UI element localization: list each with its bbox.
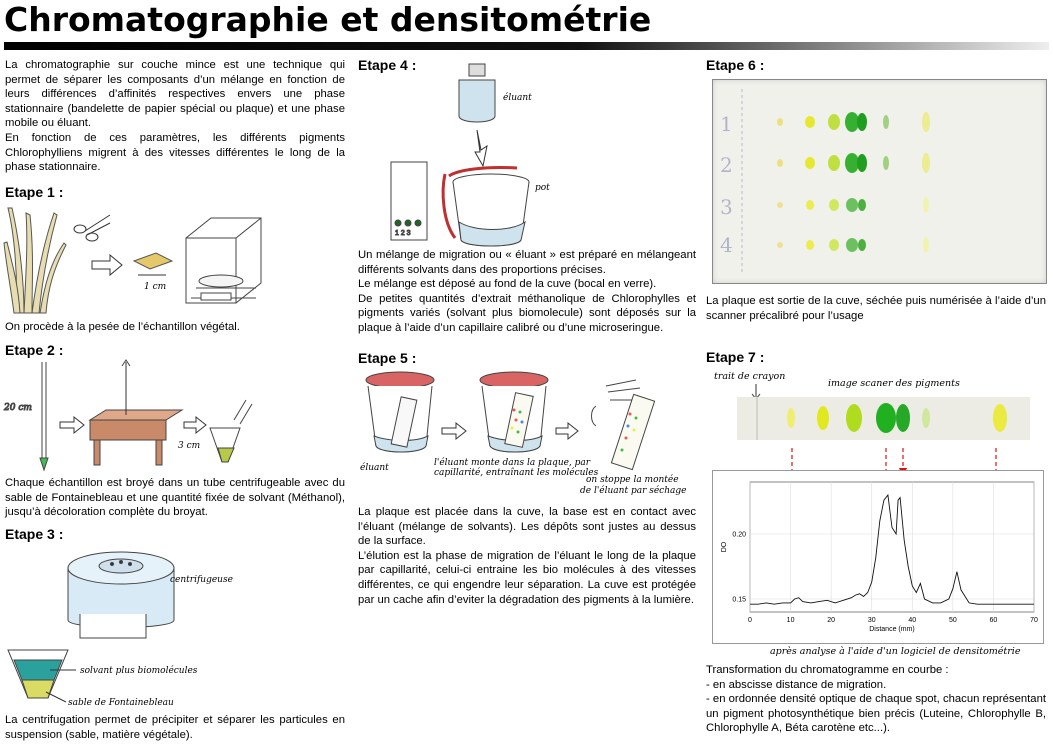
step-5-label: Etape 5 : bbox=[358, 350, 417, 366]
step-4-lane-numbers: 1 2 3 bbox=[395, 230, 411, 237]
x-tick-label: 70 bbox=[1030, 617, 1038, 624]
page-title: Chromatographie et densitométrie bbox=[4, 0, 652, 39]
x-tick-label: 0 bbox=[748, 617, 752, 624]
pencil-line-label: trait de crayon bbox=[714, 371, 786, 382]
lane-3-spots bbox=[777, 197, 929, 213]
arrow-right-icon bbox=[92, 255, 122, 275]
pigment-strip bbox=[737, 397, 1030, 440]
x-tick-label: 60 bbox=[989, 617, 998, 624]
lane-4-number: 4 bbox=[720, 233, 733, 257]
x-tick-label: 40 bbox=[908, 617, 917, 624]
arrow-right-icon bbox=[60, 417, 84, 433]
step-2-illustration bbox=[6, 360, 266, 475]
step-6-label: Etape 6 : bbox=[706, 57, 765, 73]
step-5-stop-label-1: on stoppe la montée bbox=[586, 475, 679, 485]
arrow-right-icon bbox=[442, 423, 466, 439]
step-5-stop-label-2: de l'éluant par séchage bbox=[580, 486, 687, 496]
step-4-label: Etape 4 : bbox=[358, 57, 417, 73]
lane-1-number: 1 bbox=[720, 112, 733, 136]
step-2-text: Chaque échantillon est broyé dans un tube centrifugeable avec du sable de Fontainebleau et une quantité fixée de solvant (Méthanol), jusqu’à décoloration complète du broyat. bbox=[5, 477, 345, 519]
svg-text:20 cm: 20 cm bbox=[4, 403, 32, 413]
step-3-solvent-label: solvant plus biomolécules bbox=[80, 666, 198, 676]
densitometry-chart bbox=[712, 470, 1042, 642]
intro bbox=[5, 58, 345, 175]
step-5-eluant-label: éluant bbox=[360, 463, 389, 473]
step-4-paragraph-3: De petites quantités d’extrait méthanolique de Chlorophylles et pigments variés (solvant plus biomolecule) sont déposés sur la plaque à l’aide d’un capillaire calibré ou d’une microseringue. bbox=[358, 292, 696, 334]
y-tick-label: 0.15 bbox=[732, 596, 746, 604]
step-4-paragraph-2: Le mélange est déposé au fond de la cuve (bocal en verre). bbox=[358, 278, 657, 291]
y-tick-label: 0.20 bbox=[732, 531, 746, 539]
arrow-right-icon bbox=[184, 417, 206, 433]
step-2-height-label: 3 cm bbox=[178, 441, 201, 451]
step-3-centrifuge-label: centrifugeuse bbox=[170, 575, 233, 585]
step-7-label: Etape 7 : bbox=[706, 349, 765, 365]
title-underline bbox=[4, 42, 1049, 50]
tlc-plate-spots bbox=[712, 79, 1045, 282]
step-7-line-1: Transformation du chromatogramme en courbe : bbox=[706, 664, 949, 676]
step-5-paragraph-2: L’élution est la phase de migration de l’éluant le long de la plaque par capillarité, celui-ci entraine les bio molécules à des vitesses différentes, ce qui engendre leur séparation. La cuve est protégée par un cache afin d’eviter la dégradation des pigments à la lumière. bbox=[358, 549, 696, 606]
step-3-label: Etape 3 : bbox=[5, 526, 64, 542]
step-1-scale-label: 1 cm bbox=[144, 282, 167, 292]
step-1-label: Etape 1 : bbox=[5, 184, 64, 200]
step-4-eluant-label: éluant bbox=[503, 93, 532, 103]
step-5-rise-label-2: capillarité, entraînant les molécules bbox=[434, 468, 599, 478]
lane-2-number: 2 bbox=[720, 153, 733, 177]
step-2-label: Etape 2 : bbox=[5, 342, 64, 358]
step-1-illustration bbox=[6, 203, 276, 318]
chart-caption: après analyse à l'aide d'un logiciel de densitométrie bbox=[770, 646, 1021, 657]
x-axis-label: Distance (mm) bbox=[869, 626, 915, 633]
lane-3-number: 3 bbox=[720, 195, 733, 219]
step-4-pot-label: pot bbox=[535, 183, 550, 193]
step-5-illustration bbox=[360, 366, 690, 501]
lane-4-spots bbox=[777, 237, 929, 253]
step-6-text: La plaque est sortie de la cuve, séchée puis numérisée à l’aide d’un scanner précalibré pour l’usage bbox=[706, 295, 1046, 322]
step-4-illustration bbox=[385, 62, 585, 242]
step-7-text bbox=[706, 663, 1046, 736]
plot-area bbox=[750, 482, 1034, 612]
step-5-paragraph-1: La plaque est placée dans la cuve, la base est en contact avec l’éluant (mélange de solvants). Les dépôts sont justes au dessus de la surface. bbox=[358, 506, 696, 548]
intro-paragraph-1: La chromatographie sur couche mince est une technique qui permet de séparer les composants d’un mélange en fonction de leurs différences d’affinités respectives envers une phase stationnaire (bandelette de papier spécial ou plaque) et une phase mobile ou éluant. bbox=[5, 59, 345, 130]
y-axis-label: DO bbox=[721, 541, 728, 553]
step-1-text: On procède à la pesée de l’échantillon végétal. bbox=[5, 321, 240, 333]
arrow-right-icon bbox=[556, 423, 578, 439]
x-tick-label: 10 bbox=[786, 617, 795, 624]
step-7-line-3: - en ordonnée densité optique de chaque spot, chacun représentant un pigment photosynthétique bien précis (Luteine, Chlorophylle B, Chlorophylle A, Béta carotène etc...). bbox=[706, 693, 1046, 735]
step-4-text bbox=[358, 248, 696, 336]
step-3-sand-label: sable de Fontainebleau bbox=[68, 698, 174, 708]
step-7-line-2: - en abscisse distance de migration. bbox=[706, 678, 887, 691]
x-tick-label: 50 bbox=[948, 617, 957, 624]
step-5-rise-label-1: l'éluant monte dans la plaque, par bbox=[434, 458, 591, 468]
lane-1-spots bbox=[777, 112, 930, 132]
scan-image-label: image scaner des pigments bbox=[828, 378, 960, 389]
step-3-illustration bbox=[6, 530, 336, 715]
step-3-text: La centrifugation permet de précipiter et séparer les particules en suspension (sable, matière végétale). bbox=[5, 714, 345, 741]
lane-2-spots bbox=[777, 153, 930, 173]
intro-paragraph-2: En fonction de ces paramètres, les différents pigments Chlorophylliens migrent à des vitesses différentes le long de la phase stationnaire. bbox=[5, 131, 345, 174]
step-5-text bbox=[358, 505, 696, 607]
x-tick-label: 20 bbox=[827, 617, 836, 624]
x-tick-label: 30 bbox=[867, 617, 876, 624]
step-4-paragraph-1: Un mélange de migration ou « éluant » est préparé en mélangeant différents solvants dans des proportions précises. bbox=[358, 249, 696, 276]
